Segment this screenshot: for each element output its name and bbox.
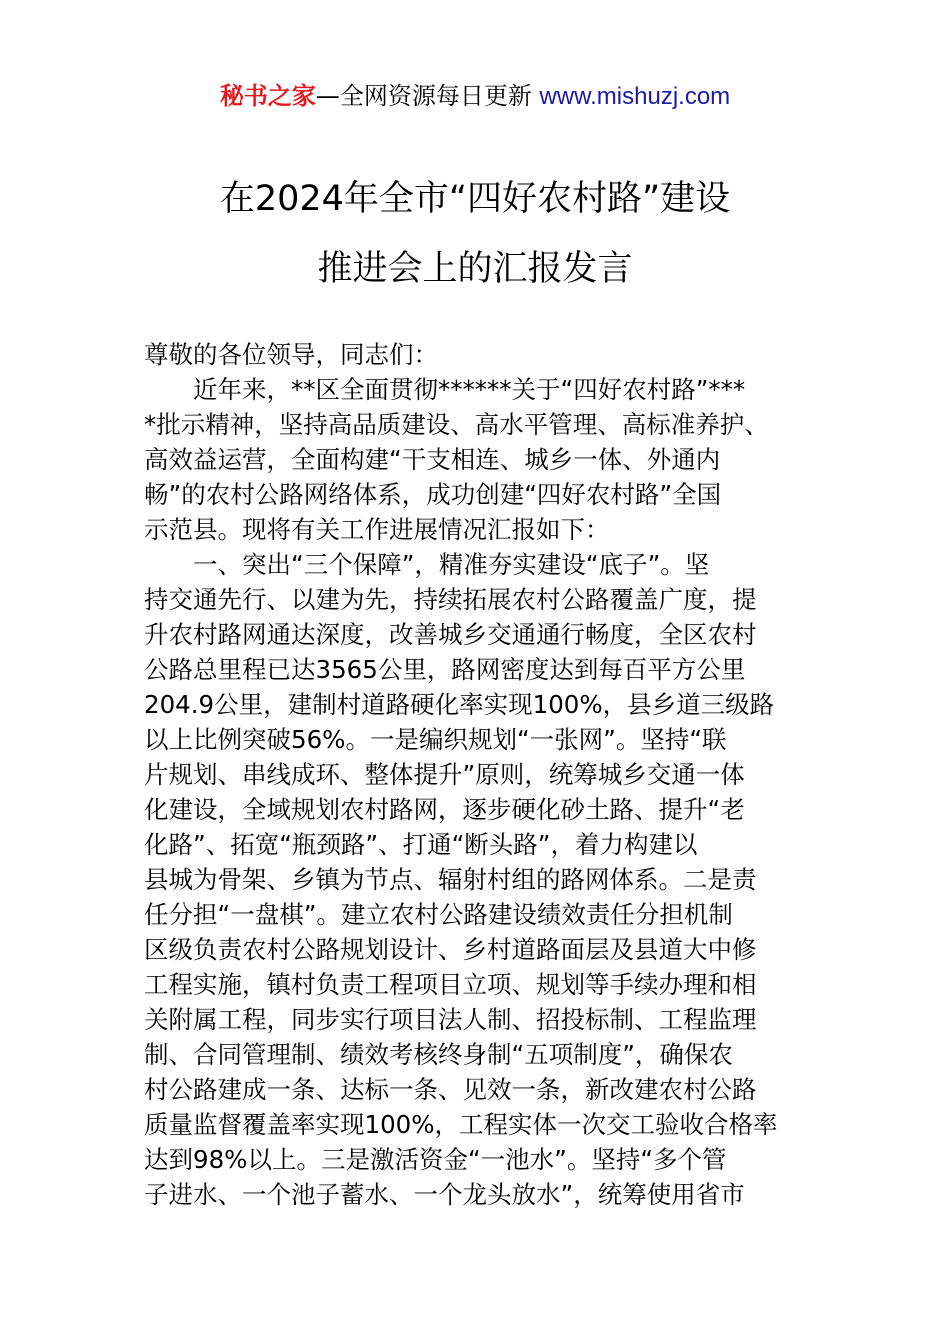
salutation: 尊敬的各位领导，同志们： bbox=[144, 340, 438, 369]
paragraph-line: 示范县。现将有关工作进展情况汇报如下： bbox=[144, 515, 610, 544]
paragraph-line: 一、突出“三个保障”，精准夯实建设“底子”。坚 bbox=[193, 550, 710, 579]
paragraph-line: 村公路建成一条、达标一条、见效一条，新改建农村公路 bbox=[144, 1075, 757, 1104]
paragraph-line: 高效益运营，全面构建“干支相连、城乡一体、外通内 bbox=[144, 445, 721, 474]
paragraph-line: 质量监督覆盖率实现100%，工程实体一次交工验收合格率 bbox=[144, 1110, 778, 1139]
paragraph-line: 化路”、拓宽“瓶颈路”、打通“断头路”，着力构建以 bbox=[144, 830, 698, 859]
document-title-line-1: 在2024年全市“四好农村路”建设 bbox=[219, 179, 731, 219]
paragraph-line: 畅”的农村公路网络体系，成功创建“四好农村路”全国 bbox=[144, 480, 722, 509]
paragraph-line: 升农村路网通达深度，改善城乡交通通行畅度，全区农村 bbox=[144, 620, 757, 649]
paragraph-line: 持交通先行、以建为先，持续拓展农村公路覆盖广度，提 bbox=[144, 585, 757, 614]
paragraph-line: 近年来，**区全面贯彻******关于“四好农村路”*** bbox=[193, 375, 746, 404]
paragraph-line: 以上比例突破56%。一是编织规划“一张网”。坚持“联 bbox=[144, 725, 727, 754]
paragraph-line: 达到98%以上。三是激活资金“一池水”。坚持“多个管 bbox=[144, 1145, 727, 1174]
document-body bbox=[144, 337, 808, 1212]
paragraph-line: 子进水、一个池子蓄水、一个龙头放水”，统筹使用省市 bbox=[144, 1180, 745, 1209]
paragraph-line: 关附属工程，同步实行项目法人制、招投标制、工程监理 bbox=[144, 1005, 757, 1034]
paragraph-line: 片规划、串线成环、整体提升”原则，统筹城乡交通一体 bbox=[144, 760, 745, 789]
paragraph-line: 204.9公里，建制村道路硬化率实现100%，县乡道三级路 bbox=[144, 690, 775, 719]
site-tagline: —全网资源每日更新 bbox=[315, 82, 540, 110]
paragraph-line: 县城为骨架、乡镇为节点、辐射村组的路网体系。二是责 bbox=[144, 865, 757, 894]
brand-name: 秘书之家 bbox=[219, 82, 316, 110]
site-url-link[interactable]: www.mishuzj.com bbox=[539, 83, 731, 110]
site-header bbox=[0, 80, 950, 113]
paragraph-line: 化建设，全域规划农村路网，逐步硬化砂土路、提升“老 bbox=[144, 795, 745, 824]
paragraph-line: 制、合同管理制、绩效考核终身制“五项制度”，确保农 bbox=[144, 1040, 733, 1069]
paragraph-line: 工程实施，镇村负责工程项目立项、规划等手续办理和相 bbox=[144, 970, 757, 999]
paragraph-line: 任分担“一盘棋”。建立农村公路建设绩效责任分担机制 bbox=[144, 900, 733, 929]
paragraph-line: *批示精神，坚持高品质建设、高水平管理、高标准养护、 bbox=[144, 410, 769, 439]
paragraph-line: 区级负责农村公路规划设计、乡村道路面层及县道大中修 bbox=[144, 935, 757, 964]
document-title-line-2: 推进会上的汇报发言 bbox=[317, 249, 633, 289]
paragraph-line: 公路总里程已达3565公里，路网密度达到每百平方公里 bbox=[144, 655, 746, 684]
